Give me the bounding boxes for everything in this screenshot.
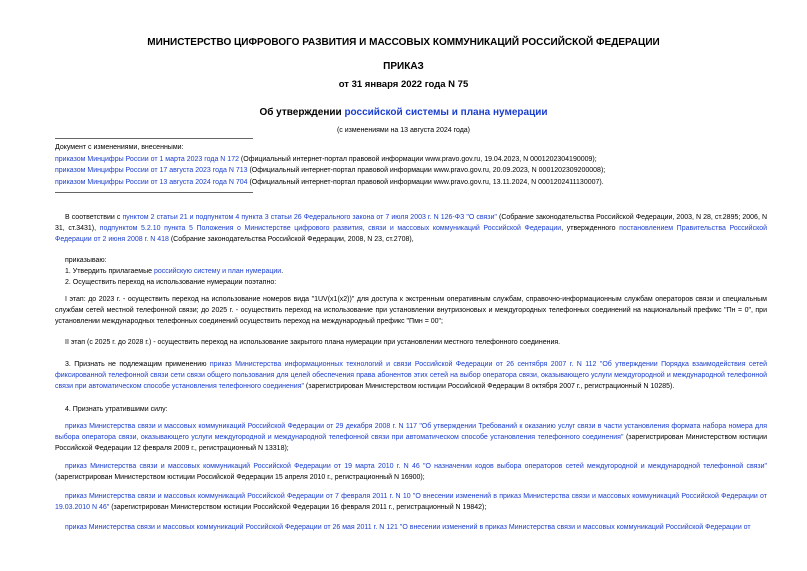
- law-link[interactable]: пунктом 2 статьи 21 и подпунктом 4 пункта 3 статьи 26 Федерального закона от 7 июля 2003 г. N 126-ФЗ "О связи": [122, 214, 497, 221]
- changes-block: [55, 142, 767, 188]
- changes-intro: Документ с изменениями, внесенными:: [55, 144, 184, 151]
- order-117-link[interactable]: приказ Министерства связи и массовых коммуникаций Российской Федерации от 29 декабря 2008 г. N 117 "Об утверждении Требований к оказанию услуг связи в части установления формата набора номера для выбора оператора связи, оказывающего услуги междугородной и международной телефонной связи при автоматическом способе установления телефонного соединения": [55, 423, 767, 442]
- stage-1: I этап: до 2023 г. - осуществить переход на использование номеров вида "1UV(x1(x2))" для доступа к экстренным оперативным службам, справочно-информационным службам операторов связи и специальным службам сетей местной телефонной связи; до 2025 г. - осуществить переход на использование при установлении внутризоновых и междугородных телефонных соединений на национальный префикс "Пн = 0", при установлении международных телефонных соединений осуществить переход на международный префикс "Пмн = 00";: [55, 296, 767, 326]
- doc-title-prefix: Об утверждении: [259, 107, 345, 118]
- doc-date-number: от 31 января 2022 года N 75: [338, 79, 469, 90]
- government-decree-link[interactable]: постановлением Правительства Российской Федерации от 2 июня 2008 г. N 418: [55, 225, 768, 244]
- item-2: 2. Осуществить переход на использование нумерации поэтапно:: [65, 279, 277, 286]
- doc-title-link[interactable]: российской системы и плана нумерации: [344, 107, 548, 118]
- change-item: приказом Минцифры России от 1 марта 2023 года N 172 (Официальный интернет-портал правовой информации www.pravo.gov.ru, 19.04.2023, N 0001202304190009);: [55, 155, 597, 163]
- preamble-paragraph: В соответствии с пунктом 2 статьи 21 и подпунктом 4 пункта 3 статьи 26 Федерального закона от 7 июля 2003 г. N 126-ФЗ "О связи" (Собрание законодательства Российской Федерации, 2003, N 28, ст.2895; 2006, N 31, ст.3431), подпунктом 5.2.10 пункта 5 Положения о Министерстве цифрового развития, связи и массовых коммуникаций Российской Федерации, утвержденного постановлением Правительства Российской Федерации от 2 июня 2008 г. N 418 (Собрание законодательства Российской Федерации, 2008, N 23, ст.2708),: [55, 214, 768, 244]
- order-121-link[interactable]: приказ Министерства связи и массовых коммуникаций Российской Федерации от 26 мая 2011 г. N 121 "О внесении изменений в приказ Министерства связи и массовых коммуникаций Российской Федерации от: [65, 524, 751, 531]
- bottom-divider: [55, 192, 253, 193]
- order-word: приказываю:: [65, 257, 107, 264]
- item-4: 4. Признать утратившими силу:: [65, 406, 168, 413]
- ministry-name: МИНИСТЕРСТВО ЦИФРОВОГО РАЗВИТИЯ И МАССОВЫХ КОММУНИКАЦИЙ РОССИЙСКОЙ ФЕДЕРАЦИИ: [147, 37, 660, 48]
- doc-title: [0, 107, 807, 118]
- change-link[interactable]: приказом Минцифры России от 17 августа 2023 года N 713: [55, 167, 248, 174]
- change-item: приказом Минцифры России от 17 августа 2023 года N 713 (Официальный интернет-портал правовой информации www.pravo.gov.ru, 20.09.2023, N 0001202309200008);: [55, 167, 606, 174]
- regulation-link[interactable]: подпунктом 5.2.10 пункта 5 Положения о Министерстве цифрового развития, связи и массовых коммуникаций Российской Федерации: [99, 225, 562, 233]
- repealed-item: приказ Министерства связи и массовых коммуникаций Российской Федерации от 29 декабря 2008 г. N 117 "Об утверждении Требований к оказанию услуг связи в части установления формата набора номера для выбора оператора связи, оказывающего услуги междугородной и международной телефонной связи при автоматическом способе установления телефонного соединения" (зарегистрирован Министерством юстиции Российской Федерации 12 февраля 2009 г., регистрационный N 13318);: [55, 423, 767, 453]
- top-divider: [55, 138, 253, 139]
- repealed-item: приказ Министерства связи и массовых коммуникаций Российской Федерации от 7 февраля 2011 г. N 10 "О внесении изменений в приказ Министерства связи и массовых коммуникаций Российской Федерации от 19.03.2010 N 46" (зарегистрирован Министерством юстиции Российской Федерации 16 февраля 2011 г., регистрационный N 19842);: [55, 493, 767, 512]
- order-46-link[interactable]: приказ Министерства связи и массовых коммуникаций Российской Федерации от 19 марта 2010 г. N 46 "О назначении кодов выбора операторов сетей междугородной и международной телефонной связи": [65, 463, 767, 470]
- numbering-plan-link[interactable]: российскую систему и план нумерации: [153, 268, 282, 275]
- doc-type: ПРИКАЗ: [383, 61, 424, 72]
- repealed-item: приказ Министерства связи и массовых коммуникаций Российской Федерации от 19 марта 2010 г. N 46 "О назначении кодов выбора операторов сетей междугородной и международной телефонной связи" (зарегистрирован Министерством юстиции Российской Федерации 15 апреля 2010 г., регистрационный N 16900);: [55, 463, 767, 482]
- item-3: 3. Признать не подлежащим применению приказ Министерства информационных технологий и связи Российской Федерации от 26 сентября 2007 г. N 112 "Об утверждении Порядка взаимодействия сетей фиксированной телефонной связи сети связи общего пользования для целей обеспечения права абонентов этих сетей на выбор оператора связи, оказывающего услуги междугородной и международной телефонной связи при автоматическом способе установления телефонного соединения" (зарегистрирован Министерством юстиции Российской Федерации 8 октября 2007 г., регистрационный N 10285).: [55, 361, 768, 391]
- change-link[interactable]: приказом Минцифры России от 13 августа 2024 года N 704: [55, 178, 248, 186]
- repealed-item: [55, 522, 767, 533]
- order-10-link[interactable]: приказ Министерства связи и массовых коммуникаций Российской Федерации от 7 февраля 2011 г. N 10 "О внесении изменений в приказ Министерства связи и массовых коммуникаций Российской Федерации от 19.03.2010 N 46": [55, 493, 767, 512]
- change-item: приказом Минцифры России от 13 августа 2024 года N 704 (Официальный интернет-портал правовой информации www.pravo.gov.ru, 13.11.2024, N 0001202411130007).: [55, 178, 604, 186]
- change-link[interactable]: приказом Минцифры России от 1 марта 2023 года N 172: [55, 155, 239, 163]
- stage-2: II этап (с 2025 г. до 2028 г.) - осуществить переход на использование закрытого плана нумерации при установлении местного телефонного соединения.: [65, 339, 561, 346]
- item-1: 1. Утвердить прилагаемые российскую систему и план нумерации.: [65, 268, 284, 275]
- amended-note: (с изменениями на 13 августа 2024 года): [336, 127, 471, 134]
- order-112-link[interactable]: приказ Министерства информационных технологий и связи Российской Федерации от 26 сентября 2007 г. N 112 "Об утверждении Порядка взаимодействия сетей фиксированной телефонной связи сети связи общего пользования для целей обеспечения права абонентов этих сетей на выбор оператора связи, оказывающего услуги междугородной и международной телефонной связи при автоматическом способе установления телефонного соединения": [55, 361, 768, 391]
